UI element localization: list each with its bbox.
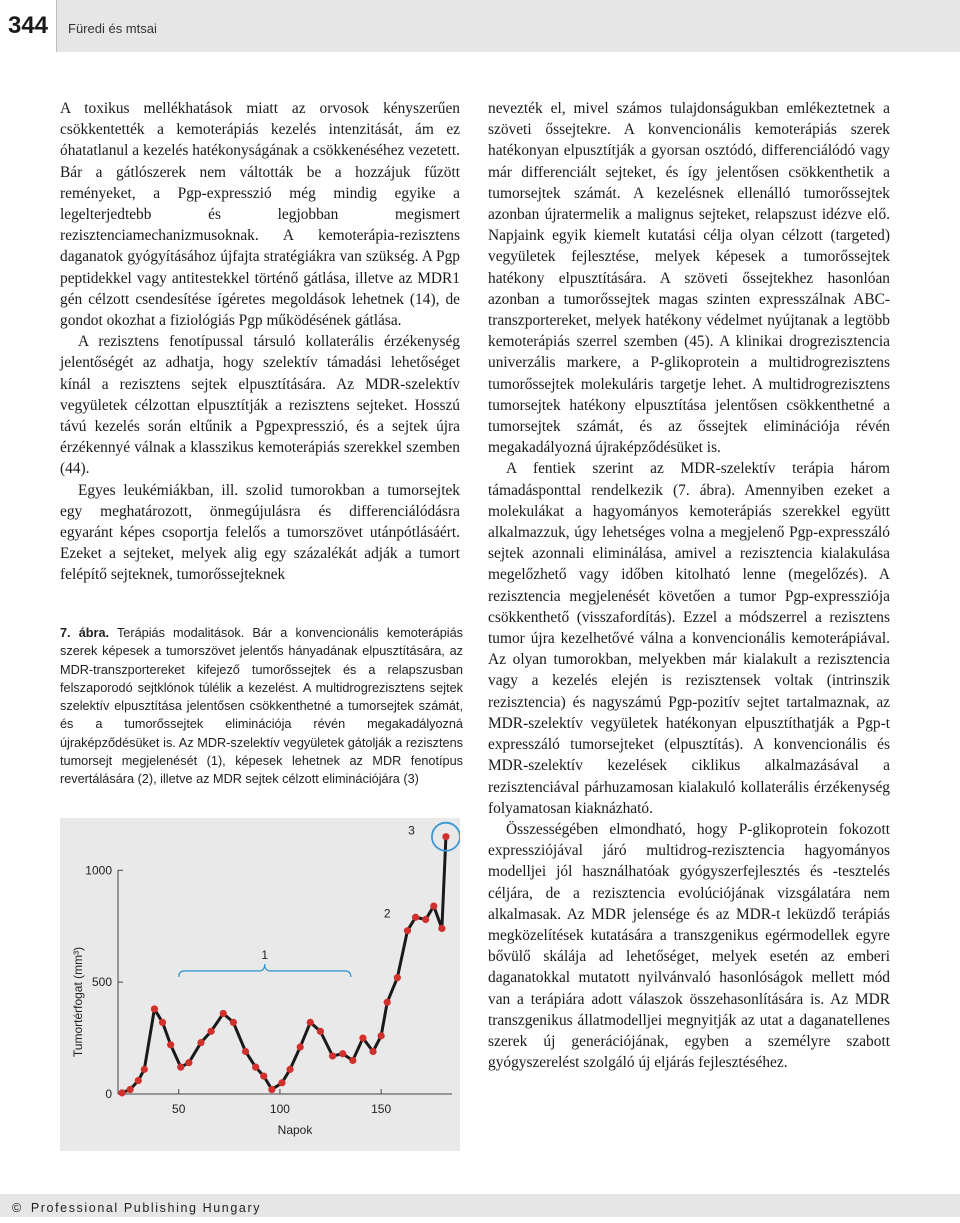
data-point	[242, 1048, 249, 1055]
running-head: Füredi és mtsai	[68, 21, 157, 36]
paragraph: A rezisztens fenotípussal társuló kollaterális érzékenység jelentőségét az adhatja, hogy szelektív támadási lehetőséget kínál a rezisztens sejtek elpusztítására. Az MDR-szelektív vegyületek célzottan elpusztítják a rezisztens sejteket. Hosszú távú kezelés során eltűnik a Pgpexpresszió, és a sejtek újra érzékennyé válnak a klasszikus kemoterápiás szerekkel szemben (44).	[60, 333, 460, 478]
y-axis-label: Tumortérfogat (mm³)	[71, 946, 85, 1058]
y-tick-label: 500	[91, 975, 112, 990]
data-point	[260, 1073, 267, 1080]
paragraph: nevezték el, mivel számos tulajdonságukban emlékeztetnek a szöveti őssejtekre. A konvencionális kemoterápiás szerek hatékonyan elpusztítják a gyorsan osztódó, differenciálódó vagy már differenciált sejteket, és így jelentősen csökkenthetik a tumorsejtek számát. A kezelésnek ellenálló tumorőssejtek azonban újratermelik a malignus sejteket, relapszust idézve elő. Napjaink egyik kiemelt kutatási célja olyan célzott (targeted) vegyületek fejlesztése, melyek képesek a tumorőssejtek hatékony elpusztítására. A szöveti őssejtekhez hasonlóan azonban a tumorőssejtek magas szinten expresszálnak ABC-transzportereket, melyek hatékony védelmet nyújtanak a legtöbb kemoterápiás szerrel szemben (45). A klinikai drogrezisztencia univerzális markere, a P-glikoprotein a multidrogrezisztens tumorőssejtek molekuláris targetje lehet. A multidrogrezisztens tumorsejtek hatékony elpusztítása jelentősen csökkenthetné a tumorsejtek számát, és az őssejtek eliminációja révén megakadályozná újraképződésüket is.	[488, 100, 890, 457]
data-point	[220, 1010, 227, 1017]
data-point	[359, 1034, 366, 1041]
data-point	[127, 1086, 134, 1093]
x-axis-label: Napok	[277, 1123, 313, 1137]
data-point	[286, 1066, 293, 1073]
data-point	[135, 1077, 142, 1084]
data-point	[177, 1064, 184, 1071]
data-point	[297, 1043, 304, 1050]
y-tick-label: 1000	[85, 863, 112, 878]
data-point	[208, 1028, 215, 1035]
data-point	[278, 1079, 285, 1086]
data-point	[422, 916, 429, 923]
data-point	[167, 1041, 174, 1048]
data-point	[159, 1019, 166, 1026]
data-point	[442, 833, 449, 840]
left-column	[60, 98, 460, 586]
figure-chart	[60, 818, 460, 1151]
data-point	[329, 1052, 336, 1059]
x-tick-label: 150	[371, 1102, 392, 1116]
data-point	[141, 1066, 148, 1073]
data-point	[378, 1032, 385, 1039]
caption-text: Bár a konvencionális kemoterápiás szerek képesek a tumorszövet jelentős hányadának elpusztítására, az MDR-transzportereket kifejező tumorőssejtek és a relapszusban felszaporodó sejtklónok túlélik a kezelést. A multidrogrezisztens sejtek szelektív elpusztítása jelentősen csökkenthetné a tumorsejtek számát, és a tumorőssejtek eliminációja révén megakadályozná újraképződésüket is. Az MDR-szelektív vegyületek gátolják a rezisztens tumorsejt megjelenését (1), képesek lehetnek az MDR fenotípus revertálására (2), illetve az MDR sejtek célzott eliminációjára (3)	[60, 626, 463, 787]
data-point	[369, 1048, 376, 1055]
data-point	[339, 1050, 346, 1057]
line-chart	[60, 818, 460, 1151]
caption-title: Terápiás modalitások.	[116, 626, 245, 640]
series-line	[122, 837, 446, 1093]
data-point	[307, 1019, 314, 1026]
footer	[12, 1194, 261, 1223]
data-point	[412, 914, 419, 921]
x-tick-label: 100	[269, 1102, 290, 1116]
copyright-symbol: ©	[12, 1201, 23, 1215]
figure-caption	[60, 624, 463, 789]
annotation-label: 2	[383, 906, 391, 921]
x-tick-label: 50	[172, 1102, 186, 1116]
publisher-name: Professional Publishing Hungary	[30, 1201, 262, 1215]
data-point	[151, 1005, 158, 1012]
data-point	[230, 1019, 237, 1026]
data-point	[404, 927, 411, 934]
data-point	[252, 1064, 259, 1071]
data-point	[384, 999, 391, 1006]
paragraph: A toxikus mellékhatások miatt az orvosok kényszerűen csökkentették a kemoterápiás kezelés intenzitását, ám ez óhatatlanul a kezelés hatékonyságának a csökkenéséhez vezetett. Bár a gátlószerek nem váltották be a hozzájuk fűzött reményeket, a Pgp-expresszió még mindig egyike a legelterjedtebb és legjobban megismert rezisztenciamechanizmusoknak. A kemoterápia-rezisztens daganatok gyógyításához újfajta stratégiákra van szükség. A Pgp peptidekkel vagy antitestekkel történő gátlása, illetve az MDR1 gén célzott csendesítése ígéretes megoldások lehetnek (14), de gondot okozhat a fiziológiás Pgp működésének gátlása.	[60, 100, 460, 330]
data-point	[118, 1089, 125, 1096]
data-point	[349, 1057, 356, 1064]
data-point	[394, 974, 401, 981]
data-point	[438, 925, 445, 932]
data-point	[197, 1039, 204, 1046]
data-point	[430, 902, 437, 909]
data-point	[268, 1086, 275, 1093]
caption-label: 7. ábra.	[60, 626, 110, 640]
data-point	[185, 1059, 192, 1066]
annotation-label: 1	[261, 947, 269, 962]
paragraph: Egyes leukémiákban, ill. szolid tumorokban a tumorsejtek egy meghatározott, önmegújulásra és differenciálódásra egyaránt képes csoportja felelős a tumorszövet utánpótlásáért. Ezeket a sejteket, melyek alig egy százalékát adják a tumort felépítő sejteknek, tumorőssejteknek	[60, 481, 460, 584]
paragraph: A fentiek szerint az MDR-szelektív terápia három támadásponttal rendelkezik (7. ábra). Amennyiben ezeket a molekulákat a hagyományos kemoterápiás szerekkel együtt alkalmazzuk, úgy lehetséges volna a megjelenő Pgp-expresszáló sejtek azonnali eliminálása, amivel a rezisztencia kialakulása megelőzhető vagy időben kitolható lenne (megelőzés). A rezisztencia megjelenését követően a tumor Pgp-expressziója csökkenthető (visszafordítás). Ezzel a módszerrel a rezisztens tumor újra kezelhetővé válna a konvencionális kemoterápiával. Az olyan tumorokban, melyekben már kialakult a rezisztencia vagy a kezelés elején is rezisztensek voltak (intrinszik rezisztencia) és nagyszámú Pgp-pozitív sejtet tartalmaznak, az MDR-szelektív vegyületek hatékonyan elpusztíthatják a Pgp-t expresszáló tumorsejteket (elpusztítás). A konvencionális és MDR-szelektív kezelések ciklikus alkalmazásával a rezisztenciával párhuzamosan kialakuló kollaterális érzékenység folyamatosan kiaknázható.	[488, 460, 890, 817]
page-number: 344	[0, 0, 57, 52]
right-column	[488, 98, 890, 1073]
annotation-label: 3	[408, 823, 415, 838]
data-point	[317, 1028, 324, 1035]
y-tick-label: 0	[105, 1087, 112, 1101]
paragraph: Összességében elmondható, hogy P-glikoprotein fokozott expressziójával járó multidrog-rezisztencia hagyományos modelljei jól használhatóak gyógyszerfejlesztés és -tesztelés céljára, de a rezisztencia evolúciójának vizsgálatára nem alkalmasak. Az MDR jelensége és az MDR-t leküzdő terápiás megközelítések kutatására a transzgenikus egérmodellek egyre bővülő skálája ad lehetőséget, melyek esetén az emberi daganatokkal mutatott nyilvánvaló hasonlóságok mellett mód van a terápiára adott válaszok összehasonlítására is. Az MDR transzgenikus állatmodelljei megnyitják az utat a daganatellenes szerek új generációjának, egyben a személyre szabott gyógyszerelést szolgáló új eljárás fejlesztéséhez.	[488, 820, 890, 1072]
annotation-brace	[179, 964, 351, 977]
